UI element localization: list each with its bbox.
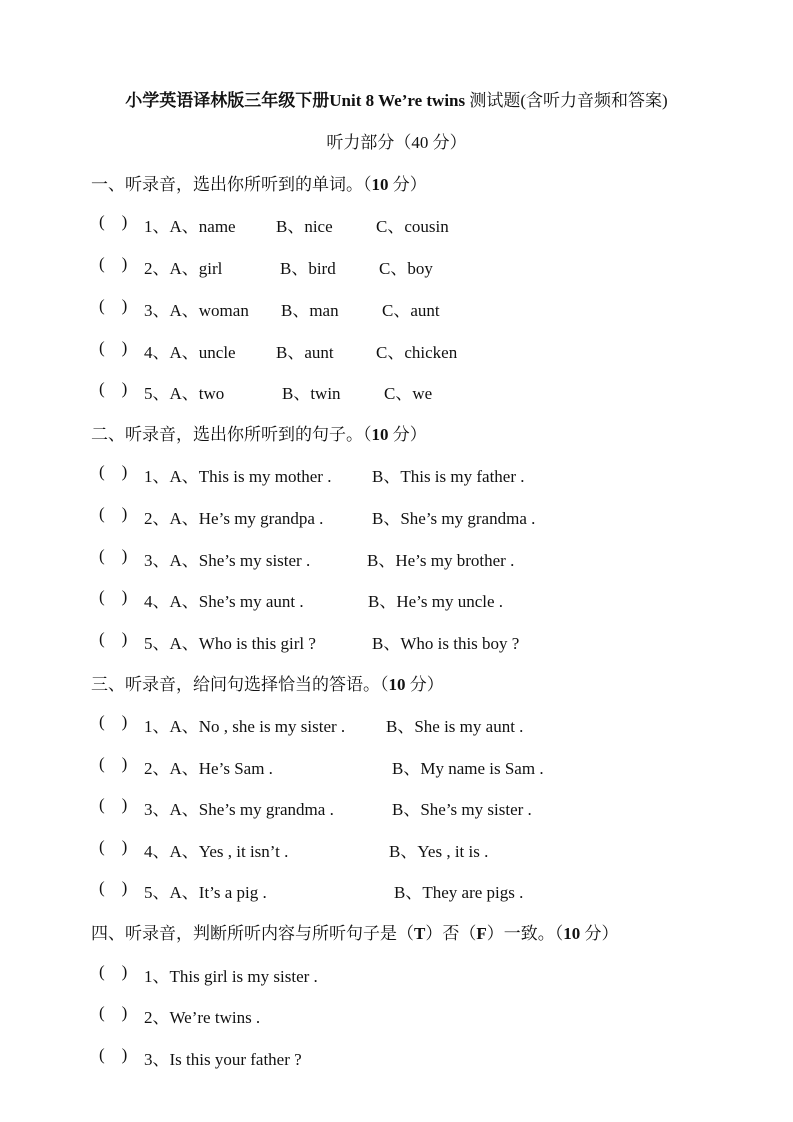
option-b: B、She’s my grandma . bbox=[372, 509, 536, 528]
section-4-heading: 四、听录音，判断所听内容与所听句子是（T）否（F）一致。（10 分） bbox=[91, 924, 619, 943]
answer-blank[interactable]: ( ) bbox=[99, 962, 128, 981]
answer-blank[interactable]: ( ) bbox=[99, 795, 128, 814]
option-a: 3、A、woman bbox=[144, 301, 249, 320]
section-1-heading: 一、听录音，选出你所听到的单词。（10 分） bbox=[91, 175, 427, 194]
answer-blank[interactable]: ( ) bbox=[99, 462, 128, 481]
section-2-heading: 二、听录音，选出你所听到的句子。（10 分） bbox=[91, 425, 427, 444]
answer-blank[interactable]: ( ) bbox=[99, 254, 128, 273]
answer-blank[interactable]: ( ) bbox=[99, 754, 128, 773]
option-a: 5、A、two bbox=[144, 384, 225, 403]
option-a: 1、A、name bbox=[144, 217, 236, 236]
answer-blank[interactable]: ( ) bbox=[99, 837, 128, 856]
option-a: 3、A、She’s my sister . bbox=[144, 551, 311, 570]
answer-blank[interactable]: ( ) bbox=[99, 212, 128, 231]
title-suffix: 测试题(含听力音频和答案) bbox=[465, 91, 668, 110]
answer-blank[interactable]: ( ) bbox=[99, 338, 128, 357]
option-a: 5、A、Who is this girl ? bbox=[144, 634, 316, 653]
option-a: 2、A、He’s my grandpa . bbox=[144, 509, 324, 528]
option-c: C、chicken bbox=[376, 343, 458, 362]
option-b: B、This is my father . bbox=[372, 467, 525, 486]
option-b: B、My name is Sam . bbox=[392, 759, 544, 778]
answer-blank[interactable]: ( ) bbox=[99, 296, 128, 315]
answer-blank[interactable]: ( ) bbox=[99, 1045, 128, 1064]
answer-blank[interactable]: ( ) bbox=[99, 587, 128, 606]
answer-blank[interactable]: ( ) bbox=[99, 379, 128, 398]
option-c: C、aunt bbox=[382, 301, 440, 320]
title-unit: Unit 8 We’re twins bbox=[329, 91, 466, 110]
option-b: B、They are pigs . bbox=[394, 883, 524, 902]
option-c: C、boy bbox=[379, 259, 433, 278]
option-b: B、He’s my uncle . bbox=[368, 592, 504, 611]
option-c: C、we bbox=[384, 384, 433, 403]
option-a: 2、A、girl bbox=[144, 259, 223, 278]
answer-blank[interactable]: ( ) bbox=[99, 629, 128, 648]
option-a: 4、A、uncle bbox=[144, 343, 236, 362]
option-a: 1、A、No , she is my sister . bbox=[144, 717, 346, 736]
option-b: B、Who is this boy ? bbox=[372, 634, 520, 653]
section-subtitle: 听力部分（40 分） bbox=[326, 133, 467, 152]
option-b: B、She is my aunt . bbox=[386, 717, 524, 736]
option-b: B、aunt bbox=[276, 343, 334, 362]
option-a: 2、A、He’s Sam . bbox=[144, 759, 273, 778]
option-a: 4、A、Yes , it isn’t . bbox=[144, 842, 289, 861]
answer-blank[interactable]: ( ) bbox=[99, 1003, 128, 1022]
statement: 1、This girl is my sister . bbox=[144, 967, 318, 986]
option-a: 1、A、This is my mother . bbox=[144, 467, 332, 486]
document-title bbox=[0, 86, 793, 111]
option-b: B、man bbox=[281, 301, 339, 320]
section-3-heading: 三、听录音，给问句选择恰当的答语。（10 分） bbox=[91, 675, 444, 694]
answer-blank[interactable]: ( ) bbox=[99, 712, 128, 731]
option-b: B、He’s my brother . bbox=[367, 551, 515, 570]
option-a: 4、A、She’s my aunt . bbox=[144, 592, 304, 611]
title-prefix: 小学英语译林版三年级下册 bbox=[125, 91, 330, 110]
statement: 2、We’re twins . bbox=[144, 1008, 261, 1027]
answer-blank[interactable]: ( ) bbox=[99, 504, 128, 523]
answer-blank[interactable]: ( ) bbox=[99, 878, 128, 897]
option-b: B、She’s my sister . bbox=[392, 800, 532, 819]
option-a: 5、A、It’s a pig . bbox=[144, 883, 267, 902]
option-a: 3、A、She’s my grandma . bbox=[144, 800, 334, 819]
option-b: B、Yes , it is . bbox=[389, 842, 489, 861]
answer-blank[interactable]: ( ) bbox=[99, 546, 128, 565]
option-b: B、twin bbox=[282, 384, 341, 403]
option-b: B、bird bbox=[280, 259, 336, 278]
option-b: B、nice bbox=[276, 217, 333, 236]
option-c: C、cousin bbox=[376, 217, 449, 236]
statement: 3、Is this your father ? bbox=[144, 1050, 302, 1069]
